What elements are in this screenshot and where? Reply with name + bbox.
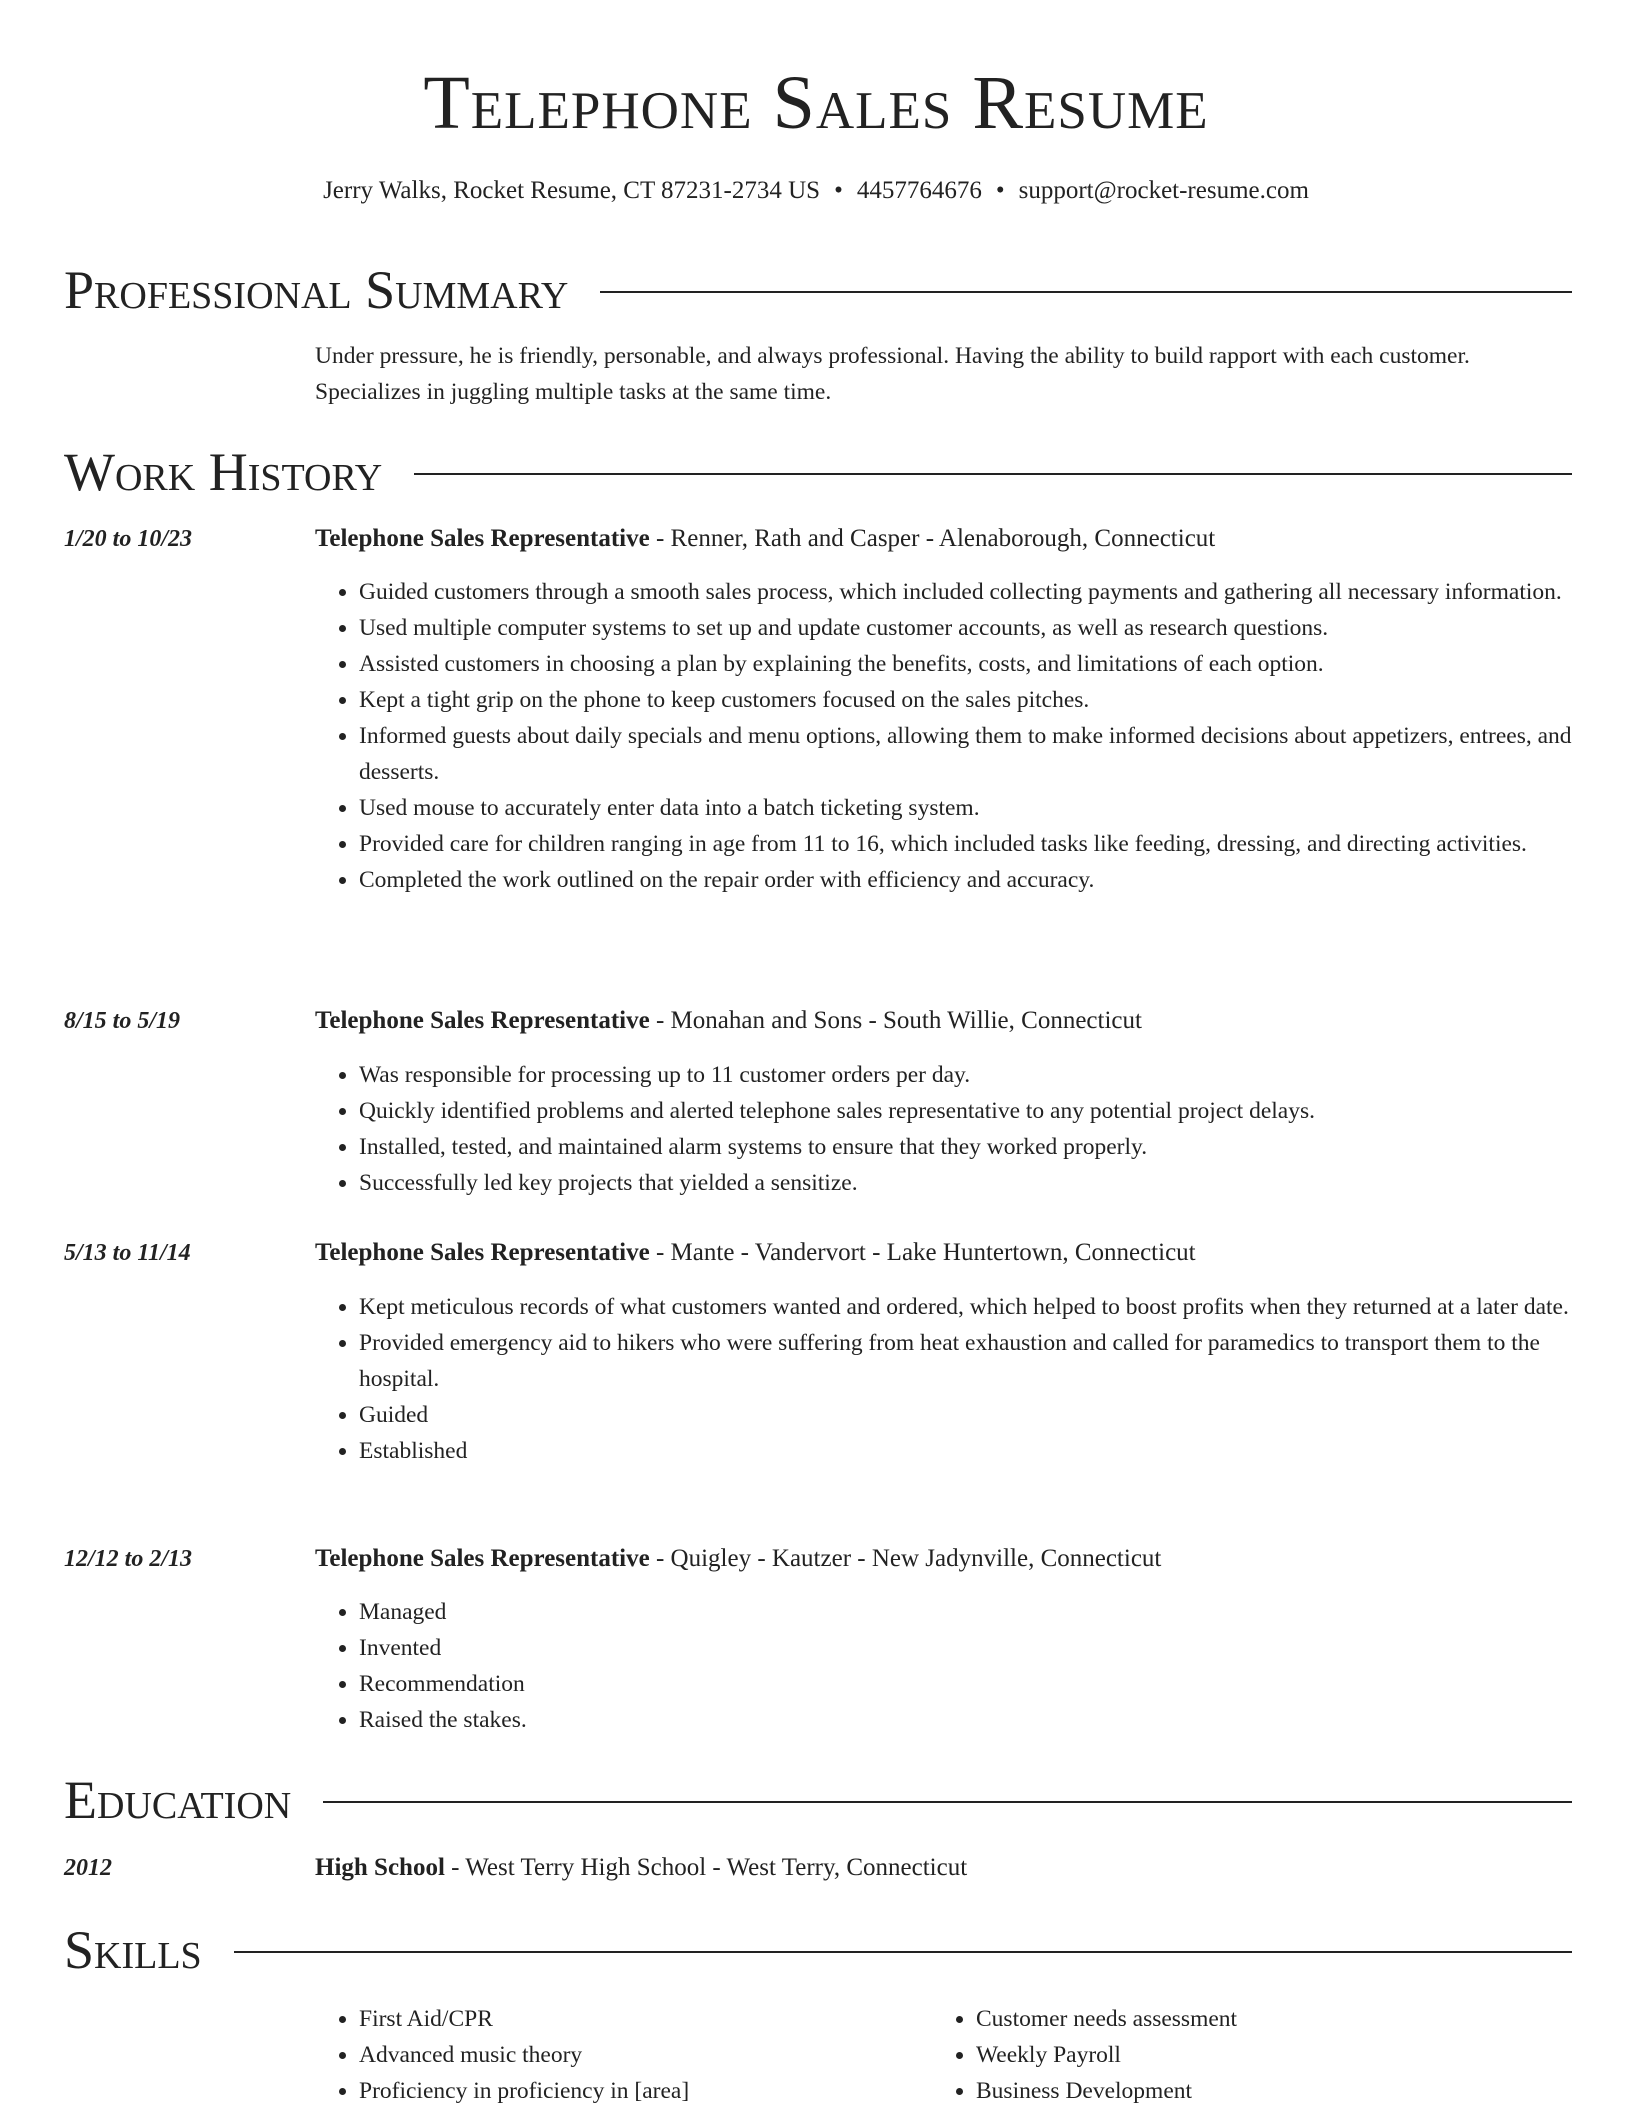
job-heading [315,1236,1575,1270]
skills-heading: Skills [64,1920,202,1980]
education-year: 2012 [64,1855,112,1881]
list-item: • Guided customers through a smooth sales process, which included collecting payments and gathering all necessary information. [359,574,1577,610]
education-entry [315,1851,1575,1885]
resume-title: Telephone Sales Resume [423,61,1209,145]
contact-email: support@rocket-resume.com [1018,177,1309,204]
job-heading [315,1542,1575,1576]
work-heading: Work History [64,442,383,502]
list-item: • Kept meticulous records of what customers wanted and ordered, which helped to boost profits when they returned at a later date. [359,1289,1577,1325]
list-item: • Recommendation [359,1666,1577,1702]
job-title: Telephone Sales Representative [315,1239,650,1266]
job-details: - Renner, Rath and Casper - Alenaborough, Connecticut [649,525,1216,552]
education-degree: High School [315,1854,445,1881]
job-details: - Mante - Vandervort - Lake Huntertown, Connecticut [649,1239,1196,1266]
education-section-header [64,1768,1572,1832]
education-details: - West Terry High School - West Terry, Connecticut [444,1854,968,1881]
skill-item: • Customer needs assessment [976,2001,1576,2037]
job-bullets [315,1057,1577,1201]
job-heading [315,522,1575,556]
skill-item: • Proficiency in proficiency in [area] [359,2073,919,2109]
list-item: • Successfully led key projects that yielded a sensitize. [359,1165,1577,1201]
list-item: • Quickly identified problems and alerted telephone sales representative to any potential project delays. [359,1093,1577,1129]
skills-list-left [315,2001,919,2109]
list-item: • Raised the stakes. [359,1702,1577,1738]
summary-heading: Professional Summary [64,260,569,320]
contact-separator: • [834,177,843,204]
contact-line [0,175,1632,207]
list-item: • Informed guests about daily specials and menu options, allowing them to make informed decisions about appetizers, entrees, and desserts. [359,718,1577,790]
education-heading: Education [64,1770,292,1830]
section-divider [323,1801,1572,1803]
list-item: • Kept a tight grip on the phone to keep customers focused on the sales pitches. [359,682,1577,718]
work-section-header [64,440,1572,504]
section-divider [234,1951,1572,1953]
skill-item: • Business Development [976,2073,1576,2109]
job-title: Telephone Sales Representative [315,525,650,552]
job-dates: 1/20 to 10/23 [64,526,193,552]
section-divider [414,473,1572,475]
skill-item: • Advanced music theory [359,2037,919,2073]
skills-list-right [932,2001,1576,2109]
skills-section-header [64,1918,1572,1982]
job-bullets [315,1594,1577,1738]
list-item: • Managed [359,1594,1577,1630]
list-item: • Guided [359,1397,1577,1433]
list-item: • Was responsible for processing up to 11 customer orders per day. [359,1057,1577,1093]
summary-section-header [64,258,1572,322]
skill-item: • Weekly Payroll [976,2037,1576,2073]
list-item: • Provided emergency aid to hikers who were suffering from heat exhaustion and called for paramedics to transport them to the hospital. [359,1325,1577,1397]
job-dates: 12/12 to 2/13 [64,1546,193,1572]
job-bullets [315,1289,1577,1469]
skill-item: • First Aid/CPR [359,2001,919,2037]
job-dates: 8/15 to 5/19 [64,1008,181,1034]
contact-separator: • [995,177,1005,204]
job-bullets [315,574,1577,898]
job-title: Telephone Sales Representative [315,1545,650,1572]
list-item: • Completed the work outlined on the repair order with efficiency and accuracy. [359,862,1577,898]
summary-text: Under pressure, he is friendly, personable, and always professional. Having the ability to build rapport with each customer. Specializes in juggling multiple tasks at the same time. [315,343,1470,405]
job-dates: 5/13 to 11/14 [64,1240,191,1266]
job-details: - Quigley - Kautzer - New Jadynville, Connecticut [649,1545,1162,1572]
list-item: • Used multiple computer systems to set up and update customer accounts, as well as research questions. [359,610,1577,646]
job-title: Telephone Sales Representative [315,1007,650,1034]
list-item: • Assisted customers in choosing a plan by explaining the benefits, costs, and limitations of each option. [359,646,1577,682]
section-divider [600,291,1572,293]
job-heading [315,1004,1575,1038]
list-item: • Provided care for children ranging in age from 11 to 16, which included tasks like feeding, dressing, and directing activities. [359,826,1577,862]
contact-phone: 4457764676 [856,177,982,204]
list-item: • Established [359,1433,1577,1469]
list-item: • Used mouse to accurately enter data into a batch ticketing system. [359,790,1577,826]
list-item: • Installed, tested, and maintained alarm systems to ensure that they worked properly. [359,1129,1577,1165]
contact-address: Jerry Walks, Rocket Resume, CT 87231-2734 US [323,177,821,204]
list-item: • Invented [359,1630,1577,1666]
job-details: - Monahan and Sons - South Willie, Connecticut [649,1007,1142,1034]
